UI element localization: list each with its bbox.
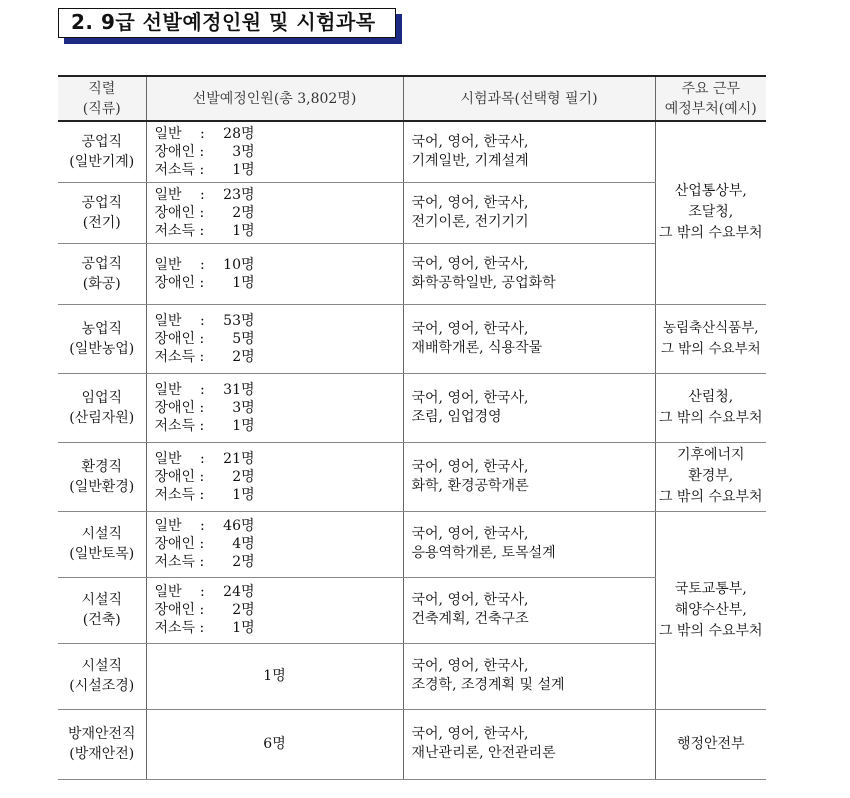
count-cell: 일반 : 23명 장애인 : 2명 저소득 : 1명 <box>146 182 403 243</box>
subjects-cell: 국어, 영어, 한국사, 건축계획, 건축구조 <box>403 577 655 643</box>
subjects-cell: 국어, 영어, 한국사, 화학, 환경공학개론 <box>403 442 655 511</box>
table-row <box>58 121 766 182</box>
table-row <box>58 511 766 577</box>
count-cell: 6명 <box>146 709 403 779</box>
count-cell: 일반 : 28명 장애인 : 3명 저소득 : 1명 <box>146 121 403 182</box>
header-count: 선발예정인원(총 3,802명) <box>146 76 403 121</box>
job-cell: 시설직 (일반토목) <box>58 511 146 577</box>
job-cell: 환경직 (일반환경) <box>58 442 146 511</box>
subjects-cell: 국어, 영어, 한국사, 응용역학개론, 토목설계 <box>403 511 655 577</box>
table-row <box>58 304 766 373</box>
job-cell: 시설직 (건축) <box>58 577 146 643</box>
header-job: 직렬 (직류) <box>58 76 146 121</box>
header-subjects: 시험과목(선택형 필기) <box>403 76 655 121</box>
job-cell: 시설직 (시설조경) <box>58 643 146 709</box>
table-header-row <box>58 76 766 121</box>
dept-cell: 국토교통부, 해양수산부, 그 밖의 수요부처 <box>655 511 766 709</box>
dept-cell: 산업통상부, 조달청, 그 밖의 수요부처 <box>655 121 766 304</box>
count-cell: 일반 : 31명 장애인 : 3명 저소득 : 1명 <box>146 373 403 442</box>
job-cell: 공업직 (화공) <box>58 243 146 304</box>
dept-cell: 산림청, 그 밖의 수요부처 <box>655 373 766 442</box>
count-cell: 일반 : 21명 장애인 : 2명 저소득 : 1명 <box>146 442 403 511</box>
job-cell: 임업직 (산림자원) <box>58 373 146 442</box>
section-title: 2. 9급 선발예정인원 및 시험과목 <box>58 8 396 38</box>
subjects-cell: 국어, 영어, 한국사, 재난관리론, 안전관리론 <box>403 709 655 779</box>
header-dept: 주요 근무 예정부처(예시) <box>655 76 766 121</box>
table-row <box>58 442 766 511</box>
recruitment-table <box>58 75 766 780</box>
count-cell: 일반 : 24명 장애인 : 2명 저소득 : 1명 <box>146 577 403 643</box>
subjects-cell: 국어, 영어, 한국사, 재배학개론, 식용작물 <box>403 304 655 373</box>
subjects-cell: 국어, 영어, 한국사, 조경학, 조경계획 및 설계 <box>403 643 655 709</box>
job-cell: 공업직 (전기) <box>58 182 146 243</box>
count-cell: 일반 : 46명 장애인 : 4명 저소득 : 2명 <box>146 511 403 577</box>
count-cell: 일반 : 10명 장애인 : 1명 <box>146 243 403 304</box>
subjects-cell: 국어, 영어, 한국사, 기계일반, 기계설계 <box>403 121 655 182</box>
dept-cell: 농림축산식품부, 그 밖의 수요부처 <box>655 304 766 373</box>
dept-cell: 기후에너지 환경부, 그 밖의 수요부처 <box>655 442 766 511</box>
count-cell: 일반 : 53명 장애인 : 5명 저소득 : 2명 <box>146 304 403 373</box>
job-cell: 방재안전직 (방재안전) <box>58 709 146 779</box>
table-row <box>58 373 766 442</box>
table-row <box>58 709 766 779</box>
dept-cell: 행정안전부 <box>655 709 766 779</box>
count-cell: 1명 <box>146 643 403 709</box>
subjects-cell: 국어, 영어, 한국사, 조림, 임업경영 <box>403 373 655 442</box>
job-cell: 농업직 (일반농업) <box>58 304 146 373</box>
subjects-cell: 국어, 영어, 한국사, 전기이론, 전기기기 <box>403 182 655 243</box>
subjects-cell: 국어, 영어, 한국사, 화학공학일반, 공업화학 <box>403 243 655 304</box>
job-cell: 공업직 (일반기계) <box>58 121 146 182</box>
